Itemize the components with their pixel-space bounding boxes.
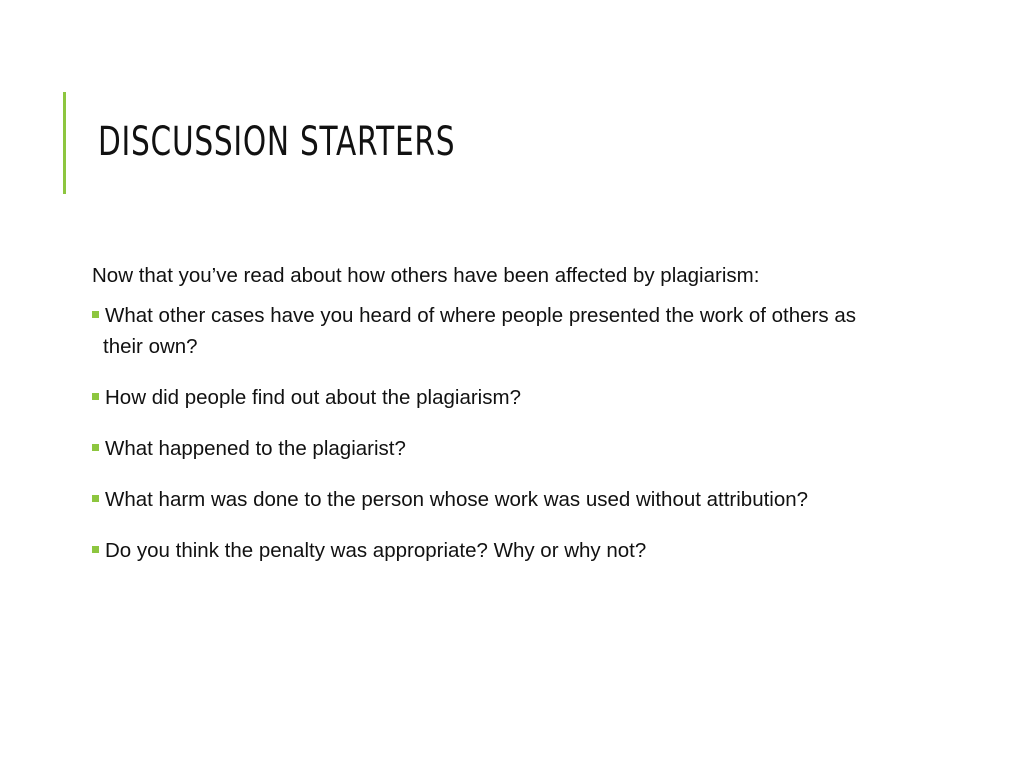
bullet-item [92, 535, 892, 566]
bullet-item [92, 300, 892, 362]
slide-title: DISCUSSION STARTERS [98, 119, 456, 165]
intro-text: Now that you’ve read about how others have been affected by plagiarism: [92, 264, 760, 287]
bullet-text: What other cases have you heard of where people presented the work of others as their own? [103, 304, 856, 358]
slide-content [92, 260, 892, 586]
square-bullet-icon [92, 393, 99, 400]
square-bullet-icon [92, 495, 99, 502]
bullet-item [92, 433, 892, 464]
bullet-text: Do you think the penalty was appropriate? Why or why not? [105, 539, 647, 562]
bullet-list [92, 300, 892, 566]
bullet-item [92, 382, 892, 413]
bullet-text: What harm was done to the person whose work was used without attribution? [105, 488, 809, 511]
bullet-text: What happened to the plagiarist? [105, 437, 406, 460]
bullet-text: How did people find out about the plagiarism? [105, 386, 521, 409]
accent-bar [63, 92, 66, 194]
square-bullet-icon [92, 546, 99, 553]
bullet-item [92, 484, 892, 515]
square-bullet-icon [92, 311, 99, 318]
square-bullet-icon [92, 444, 99, 451]
